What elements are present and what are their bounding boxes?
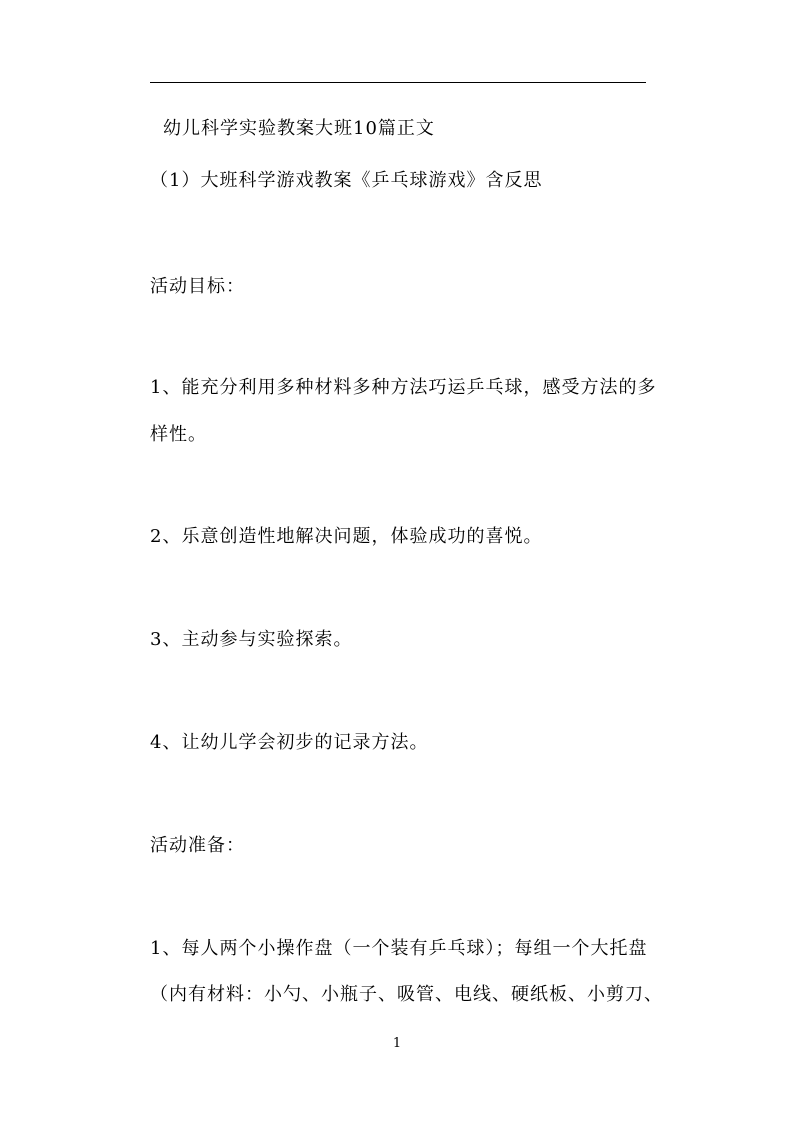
goal-1-line-1: 1、能充分利用多种材料多种方法巧运乒乓球，感受方法的多 xyxy=(150,377,657,398)
lesson-subtitle: （1）大班科学游戏教案《乒乓球游戏》含反思 xyxy=(150,170,543,191)
prep-1-line-2: （内有材料：小勺、小瓶子、吸管、电线、硬纸板、小剪刀、 xyxy=(150,984,663,1005)
goal-2: 2、乐意创造性地解决问题，体验成功的喜悦。 xyxy=(150,526,543,547)
header-rule xyxy=(150,82,646,83)
goal-1-line-2: 样性。 xyxy=(150,424,207,445)
prep-heading: 活动准备： xyxy=(150,835,245,856)
prep-1-line-1: 1、每人两个小操作盘（一个装有乒乓球）；每组一个大托盘 xyxy=(150,938,648,959)
goal-4: 4、让幼儿学会初步的记录方法。 xyxy=(150,732,429,753)
document-title: 幼儿科学实验教案大班10篇正文 xyxy=(163,118,435,139)
goal-3: 3、主动参与实验探索。 xyxy=(150,629,353,650)
goals-heading: 活动目标： xyxy=(150,276,245,297)
page-number: 1 xyxy=(392,1036,402,1051)
